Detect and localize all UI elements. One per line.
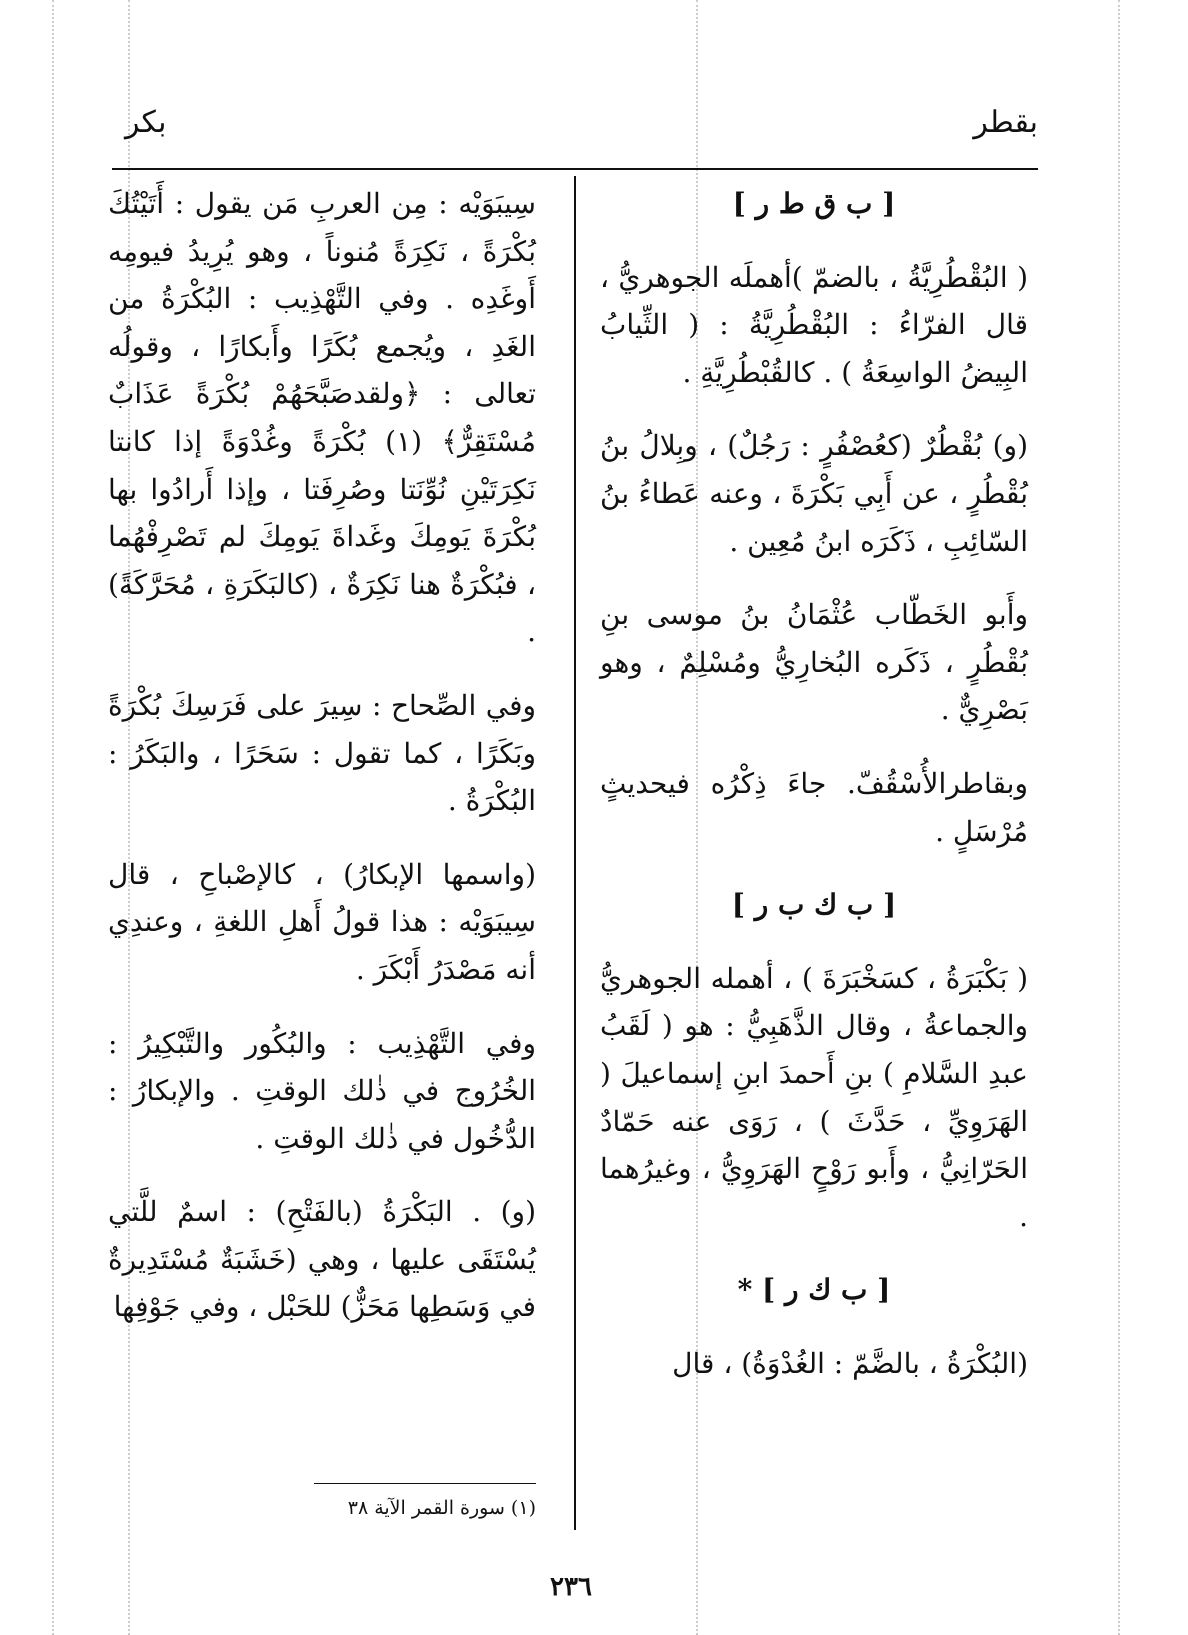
running-header-right: بقطر: [973, 105, 1038, 140]
paragraph: سِيبَوَيْه : مِن العربِ مَن يقول : أَتَيْتُكَ بُكْرَةً ، نَكِرَةً مُنوناً ، وهو يُرِيدُ فيومِه أَوغَدِه . وفي التَّهْذِيب : البُكْرَةُ من الغَدِ ، ويُجمع بُكَرًا وأَبكارًا ، وقولُه تعالى : ﴿ولقدصَبَّحَهُمْ بُكْرَةً عَذَابٌ مُسْتَقِرٌّ﴾ (١) بُكْرَةً وغُدْوَةً إذا كانتا نَكِرَتَيْنِ نُوِّنَتا وصُرِفَتا ، وإذا أَرادُوا بها بُكْرَةَ يَومِكَ وغَداةَ يَومِكَ لم تَصْرِفْهُما ، فبُكْرَةٌ هنا نَكِرَةٌ ، (كالبَكَرَةِ ، مُحَرَّكَةً) .: [108, 187, 536, 649]
column-divider: [574, 176, 576, 1530]
left-column: [108, 180, 536, 1331]
paragraph: وفي الصِّحاح : سِيرَ على فَرَسِكَ بُكْرَةً وبَكَرًا ، كما تقول : سَحَرًا ، والبَكَرُ : البُكْرَةُ .: [108, 688, 536, 818]
footnote-rule: [314, 1483, 536, 1484]
paragraph: وأَبو الخَطّاب عُثْمَانُ بنُ موسى بنِ بُقْطُرٍ ، ذَكَره البُخارِيُّ ومُسْلِمٌ ، وهو بَصْرِيٌّ .: [600, 598, 1028, 727]
paragraph: (و) بُقْطُرٌ (كعُصْفُرٍ : رَجُلٌ) ، وبِلالُ بنُ بُقْطُرٍ ، عن أَبِي بَكْرَةَ ، وعنه عَطاءُ بنُ السّائِبِ ، ذَكَرَه ابنُ مُعِين .: [600, 429, 1028, 558]
page-number: ٢٣٦: [550, 1572, 592, 1602]
paragraph: (و) . البَكْرَةُ (بالفَتْحِ) : اسمٌ للَّتي يُسْتَقَى عليها ، وهي (خَشَبَةٌ مُسْتَدِيرةٌ في وَسَطِها مَحَزٌّ) للحَبْل ، وفي جَوْفِها: [108, 1195, 536, 1324]
paragraph: (واسمها الإبكارُ) ، كالإصْباحِ ، قال سِيبَوَيْه : هذا قولُ أَهلِ اللغةِ ، وعندِي أنه مَصْدَرُ أَبْكَرَ .: [108, 857, 536, 986]
paragraph: ( البُقْطُرِيَّةُ ، بالضمّ )أهملَه الجوهريُّ ، قال الفرّاءُ : البُقْطُرِيَّةُ : ( الثِّيابُ البِيضُ الواسِعَةُ ) . كالقُبْطُرِيَّةِ .: [600, 260, 1028, 389]
footnote: (١) سورة القمر الآية ٣٨: [347, 1497, 536, 1519]
paragraph: ( بَكْبَرَةُ ، كسَخْبَرَةَ ) ، أهمله الجوهريُّ والجماعةُ ، وقال الذَّهَبِيُّ : هو ( لَقَبُ عبدِ السَّلامِ ) بنِ أَحمدَ ابنِ إسماعيلَ ( الهَرَوِيِّ ، حَدَّثَ ) ، رَوَى عنه حَمّادٌ الحَرّانِيُّ ، وأَبو رَوْحٍ الهَرَوِيُّ ، وغيرُهما .: [600, 961, 1028, 1233]
paragraph: وفي التَّهْذِيب : والبُكُور والتَّبْكِيرُ : الخُرُوج في ذٰلك الوقتِ . والإبكارُ : الدُّخُول في ذٰلك الوقتِ .: [108, 1026, 536, 1155]
running-header-left: بكر: [125, 105, 167, 140]
paragraph: (البُكْرَةُ ، بالضَّمّ : الغُدْوَةُ) ، قال: [672, 1346, 1028, 1380]
header-rule: [112, 168, 1038, 170]
entry-heading-bqtr: [ ب ق ط ر ]: [732, 187, 896, 220]
paragraph: وبقاطرالأُسْقُفّ. جاءَ ذِكْرُه فيحديثٍ مُرْسَلٍ .: [600, 766, 1028, 848]
scan-grid-line: [1118, 0, 1120, 1635]
entry-heading-bkr: [ ب ك ر ] *: [737, 1273, 891, 1307]
scan-grid-line: [52, 0, 54, 1635]
right-column: [600, 180, 1028, 1387]
entry-heading-bkbr: [ ب ك ب ر ]: [731, 888, 897, 922]
